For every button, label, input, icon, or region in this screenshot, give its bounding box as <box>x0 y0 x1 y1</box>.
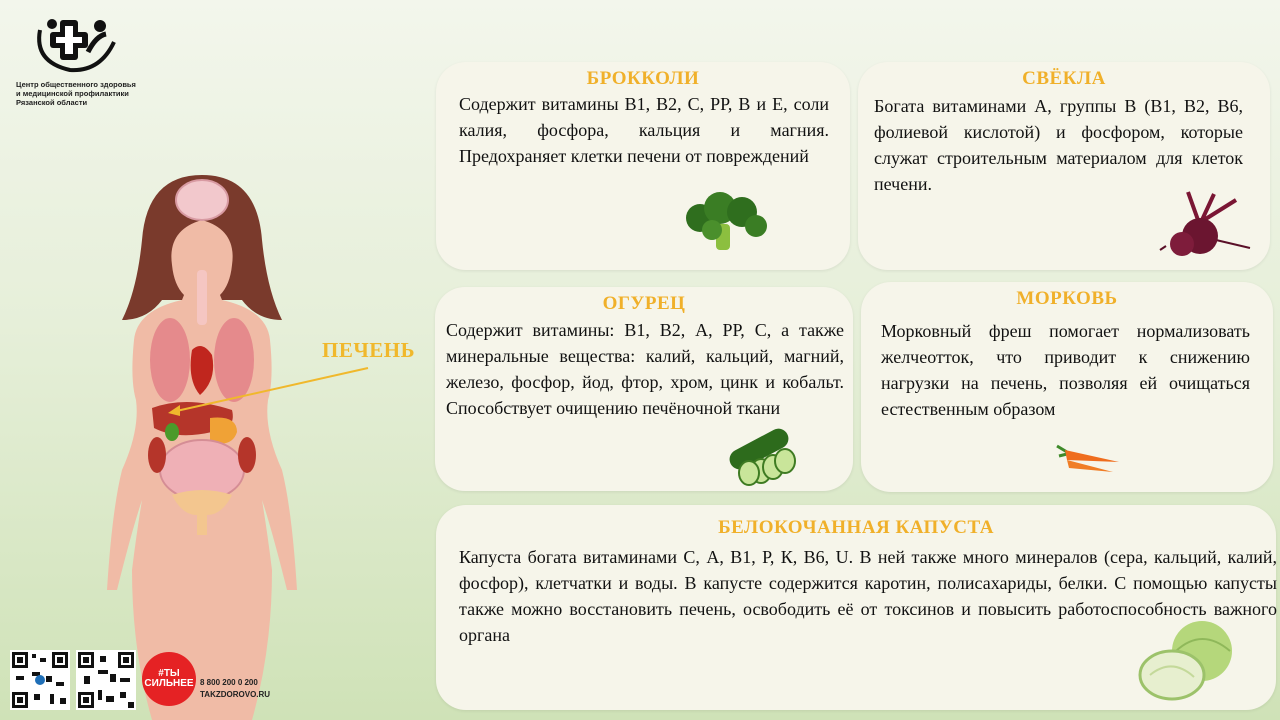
card-beet-text: Богата витаминами А, группы В (В1, В2, В6, фолиевой кислотой) и фосфором, которые служат строительным материалом для клеток печени. <box>874 96 1243 194</box>
healthy-lifestyle-badge: #ТЫ СИЛЬНЕЕ <box>142 652 196 706</box>
card-cucumber <box>435 287 853 491</box>
liver-label: ПЕЧЕНЬ <box>322 338 415 362</box>
card-cabbage-text: Капуста богата витаминами С, А, В1, Р, К, В6, U. В ней также много минералов (сера, кальций, калий, фосфор), клетчатки и воды. В капусте содержится каротин, полисахариды, белки. С помощью капусты также можно восстановить печень, освободить её от токсинов и повысить работоспособность важного органа <box>459 547 1277 645</box>
lung-right <box>214 318 254 402</box>
org-emblem-icon <box>30 12 120 78</box>
org-name-line-1: Центр общественного здоровья <box>16 80 136 89</box>
card-carrot <box>861 282 1273 492</box>
card-carrot-text: Морковный фреш помогает нормализовать желчеотток, что приводит к снижению нагрузки на печень, позволяя ей очищаться естественным образом <box>881 321 1250 419</box>
trachea-shape <box>197 270 207 325</box>
broccoli-icon <box>682 188 770 254</box>
hotline-banner[interactable] <box>142 650 292 710</box>
card-carrot-title: МОРКОВЬ <box>1016 288 1118 309</box>
card-cucumber-text: Содержит витамины: В1, В2, А, РР, С, а также минеральные вещества: калий, кальций, магний, железо, фосфор, йод, фтор, хром, цинк и кобальт. Способствует очищению печёночной ткани <box>446 320 844 418</box>
card-cabbage-title: БЕЛОКОЧАННАЯ КАПУСТА <box>718 517 994 538</box>
gallbladder-shape <box>165 423 179 441</box>
body-anatomy-illustration <box>92 170 312 720</box>
org-name-line-3: Рязанской области <box>16 98 88 107</box>
kidney-right <box>238 437 256 473</box>
brain-shape <box>176 180 228 220</box>
card-cucumber-title: ОГУРЕЦ <box>602 293 686 314</box>
qr-code-right[interactable] <box>76 650 136 710</box>
cucumber-icon <box>723 419 803 489</box>
hotline-phone: 8 800 200 0 200 <box>200 678 258 687</box>
hotline-site[interactable]: TAKZDOROVO.RU <box>200 690 271 699</box>
card-broccoli-title: БРОККОЛИ <box>586 68 700 89</box>
cabbage-icon <box>1136 617 1240 703</box>
card-cabbage <box>436 505 1276 710</box>
card-broccoli-text: Содержит витамины В1, В2, С, РР, В и Е, соли калия, фосфора, кальция и магния. Предохраняет клетки печени от повреждений <box>459 94 829 166</box>
card-broccoli <box>436 62 850 270</box>
carrot-icon <box>1053 432 1125 476</box>
lung-left <box>150 318 190 402</box>
qr-code-left[interactable] <box>10 650 70 710</box>
card-beet-title: СВЁКЛА <box>1022 68 1106 89</box>
card-beet <box>858 62 1270 270</box>
beet-icon <box>1158 190 1253 262</box>
org-name-line-2: и медицинской профилактики <box>16 89 129 98</box>
kidney-left <box>148 437 166 473</box>
org-logo <box>12 12 152 107</box>
